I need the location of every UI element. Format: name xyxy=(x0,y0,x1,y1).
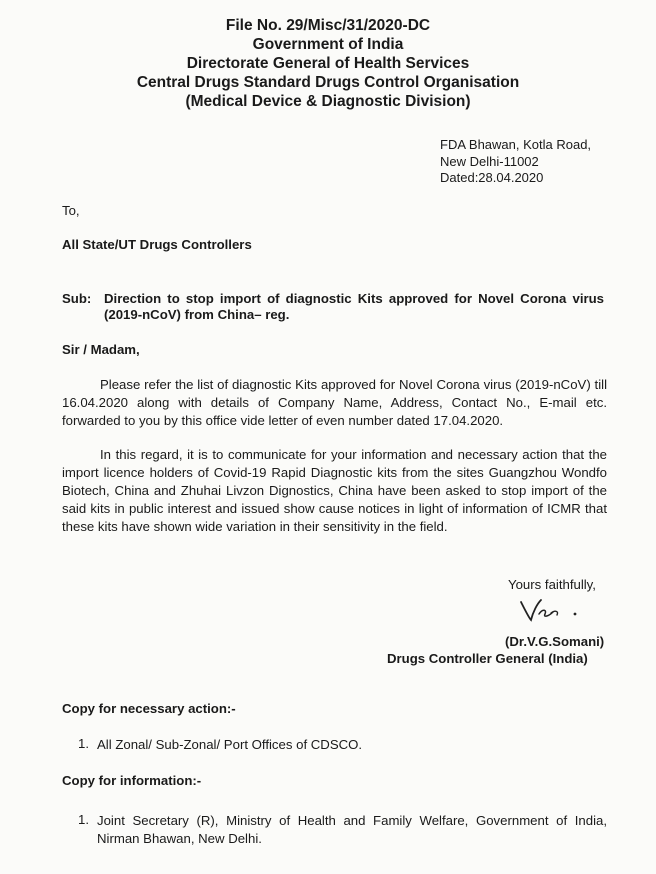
directorate-name: Directorate General of Health Services xyxy=(186,55,470,72)
copy-action-heading: Copy for necessary action:- xyxy=(62,701,236,716)
subject-label: Sub: xyxy=(62,291,92,306)
division-name: (Medical Device & Diagnostic Division) xyxy=(185,93,471,110)
copy-action-item-number: 1. xyxy=(78,736,89,751)
government-name: Government of India xyxy=(252,36,404,53)
sender-address xyxy=(440,137,591,187)
paragraph-2: In this regard, it is to communicate for your information and necessary action that the import licence holders of Covid-19 Rapid Diagnostic kits from the sites Guangzhou Wondfo Biotech, China and Zhuhai Livzon Dignostics, China have been asked to stop import of the said kits in public interest and issued show cause notices in light of information of ICMR that these kits have shown wide variation in their sensitivity in the field. xyxy=(62,447,607,534)
copy-info-item: Joint Secretary (R), Ministry of Health and Family Welfare, Government of India, Nirman Bhawan, New Delhi. xyxy=(97,813,607,846)
file-number: File No. 29/Misc/31/2020-DC xyxy=(225,17,431,34)
recipient: All State/UT Drugs Controllers xyxy=(62,237,252,252)
signature xyxy=(517,596,587,629)
address-line-1: FDA Bhawan, Kotla Road, xyxy=(440,137,592,152)
signatory-designation: Drugs Controller General (India) xyxy=(387,651,588,666)
copy-info-item-number: 1. xyxy=(78,812,89,827)
signature-mark xyxy=(517,596,587,624)
to-label: To, xyxy=(62,203,80,218)
address-line-2: New Delhi-11002 xyxy=(440,153,539,169)
paragraph-1: Please refer the list of diagnostic Kits approved for Novel Corona virus (2019-nCoV) till 16.04.2020 along with details of Company Name, Address, Contact No., E-mail etc. forwarded to you by this office vide letter of even number dated 17.04.2020. xyxy=(62,377,607,428)
subject-text: Direction to stop import of diagnostic Kits approved for Novel Corona virus (2019-nCoV) from China– reg. xyxy=(104,291,604,322)
closing: Yours faithfully, xyxy=(508,577,596,592)
signatory-name: (Dr.V.G.Somani) xyxy=(505,634,605,649)
copy-info-heading: Copy for information:- xyxy=(62,773,202,788)
letter-date: Dated:28.04.2020 xyxy=(440,170,544,185)
organisation-name: Central Drugs Standard Drugs Control Organisation xyxy=(136,74,520,91)
letter-header xyxy=(0,16,656,111)
salutation: Sir / Madam, xyxy=(62,342,140,357)
copy-action-item: All Zonal/ Sub-Zonal/ Port Offices of CDSCO. xyxy=(97,737,363,752)
